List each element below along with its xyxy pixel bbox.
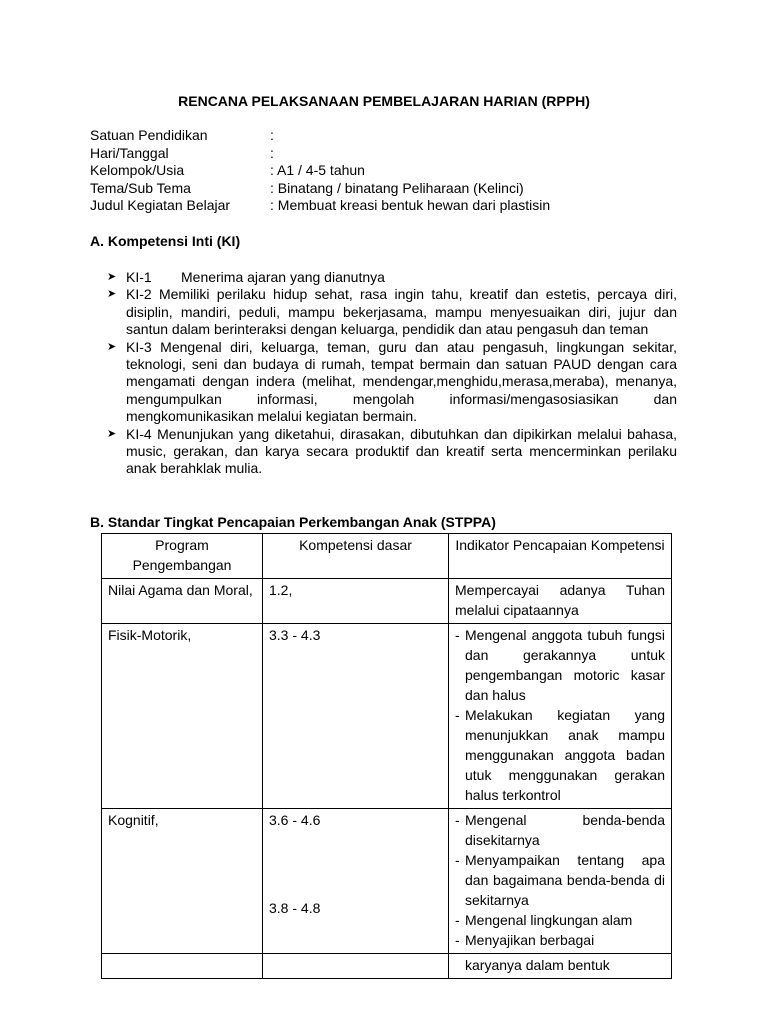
document-title: RENCANA PELAKSANAAN PEMBELAJARAN HARIAN (RPPH) bbox=[178, 93, 590, 109]
kd-cell bbox=[263, 624, 449, 809]
indicator-item bbox=[455, 850, 665, 910]
kd-cell bbox=[263, 809, 449, 954]
meta-row bbox=[90, 162, 690, 180]
section-b-heading: B. Standar Tingkat Pencapaian Perkembangan Anak (STPPA) bbox=[90, 514, 496, 530]
dash-bullet: - bbox=[455, 852, 460, 868]
meta-value: : Binatang / binatang Peliharaan (Kelinci) bbox=[270, 179, 524, 196]
indicator-text: Melakukan kegiatan yang menunjukkan anak mampu menggunakan anggota badan utuk menggunakan gerakan halus terkontrol bbox=[465, 707, 665, 803]
program-cell: Nilai Agama dan Moral, bbox=[102, 579, 263, 624]
meta-row bbox=[90, 180, 690, 198]
kd-value: 1.2, bbox=[269, 582, 293, 598]
meta-row bbox=[90, 145, 690, 163]
program-cell bbox=[102, 954, 263, 979]
kd-value: 3.6 - 4.6 bbox=[269, 812, 321, 828]
arrow-bullet-icon: ➤ bbox=[107, 271, 117, 283]
arrow-bullet-icon: ➤ bbox=[107, 288, 117, 301]
indicator-item bbox=[455, 810, 665, 850]
kd-value: 3.8 - 4.8 bbox=[269, 900, 321, 916]
meta-label: Satuan Pendidikan bbox=[90, 127, 208, 143]
kd-value: 3.3 - 4.3 bbox=[269, 627, 321, 643]
kd-cell bbox=[263, 579, 449, 624]
ki-item bbox=[107, 339, 677, 426]
indicator-text: Menyajikan berbagai bbox=[465, 932, 595, 948]
meta-value: : Membuat kreasi bentuk hewan dari plastisin bbox=[270, 197, 551, 214]
indicator-text: Mengenal lingkungan alam bbox=[465, 912, 633, 928]
section-a-heading: A. Kompetensi Inti (KI) bbox=[90, 233, 241, 249]
dash-bullet: - bbox=[455, 812, 460, 828]
ki-code: KI-2 bbox=[126, 286, 152, 303]
meta-value: : bbox=[270, 127, 274, 143]
dash-bullet: - bbox=[455, 912, 460, 928]
ki-text: Menerima ajaran yang dianutnya bbox=[181, 269, 385, 285]
header-program: Program Pengembangan bbox=[102, 534, 263, 579]
indicator-cell bbox=[449, 809, 672, 954]
indicator-text: Mempercayai adanya Tuhan melalui cipataannya bbox=[455, 582, 665, 618]
table-row bbox=[102, 954, 672, 979]
dash-bullet: - bbox=[455, 707, 460, 723]
meta-value: : A1 / 4-5 tahun bbox=[270, 162, 365, 179]
meta-label: Judul Kegiatan Belajar bbox=[90, 197, 231, 214]
ki-text: Memiliki perilaku hidup sehat, rasa ingin tahu, kreatif dan estetis, percaya diri, disiplin, mandiri, peduli, mampu bekerjasama, mampu menyesuaikan diri, jujur dan santun dalam berinteraksi dengan keluarga, pendidik dan atau pengasuh dan teman bbox=[126, 286, 677, 338]
table-row bbox=[102, 809, 672, 954]
program-cell: Kognitif, bbox=[102, 809, 263, 954]
table-row bbox=[102, 624, 672, 809]
header-indikator: Indikator Pencapaian Kompetensi bbox=[449, 534, 672, 579]
indicator-item bbox=[455, 705, 665, 805]
dash-bullet: - bbox=[455, 932, 460, 948]
indicator-cell bbox=[449, 954, 672, 979]
kd-spacer bbox=[269, 830, 442, 898]
arrow-bullet-icon: ➤ bbox=[107, 340, 117, 353]
ki-text: Menunjukan yang diketahui, dirasakan, dibutuhkan dan dipikirkan melalui bahasa, music, gerakan, dan karya secara produktif dan kreatif serta mencerminkan perilaku anak berahklak mulia. bbox=[126, 425, 678, 477]
ki-code: KI-4 bbox=[126, 425, 152, 442]
ki-code: KI-1 bbox=[126, 269, 152, 285]
indicator-item bbox=[455, 930, 665, 950]
kd-cell bbox=[263, 954, 449, 979]
ki-code: KI-3 bbox=[126, 338, 152, 355]
header-kompetensi-dasar: Kompetensi dasar bbox=[263, 534, 449, 579]
dash-bullet: - bbox=[455, 627, 460, 643]
indicator-cell bbox=[449, 579, 672, 624]
meta-row bbox=[90, 197, 690, 215]
meta-label: Tema/Sub Tema bbox=[90, 179, 191, 196]
meta-row bbox=[90, 127, 690, 145]
indicator-text: Mengenal benda-benda disekitarnya bbox=[465, 812, 665, 848]
indicator-cell bbox=[449, 624, 672, 809]
meta-label: Hari/Tanggal bbox=[90, 144, 169, 161]
program-cell: Fisik-Motorik, bbox=[102, 624, 263, 809]
ki-item bbox=[107, 286, 677, 338]
stppa-table bbox=[101, 533, 672, 979]
indicator-text: Mengenal anggota tubuh fungsi dan gerakannya untuk pengembangan motoric kasar dan halus bbox=[465, 627, 665, 703]
meta-label: Kelompok/Usia bbox=[90, 162, 185, 179]
meta-value: : bbox=[270, 144, 274, 161]
table-row bbox=[102, 579, 672, 624]
arrow-bullet-icon: ➤ bbox=[107, 427, 117, 440]
table-header-row bbox=[102, 534, 672, 579]
ki-item bbox=[107, 426, 677, 478]
indicator-item bbox=[455, 910, 665, 930]
ki-item bbox=[107, 269, 677, 286]
identity-block bbox=[90, 127, 690, 215]
ki-list bbox=[107, 269, 677, 478]
indicator-text: karyanya dalam bentuk bbox=[465, 957, 610, 973]
ki-text: Mengenal diri, keluarga, teman, guru dan atau pengasuh, lingkungan sekitar, teknologi, seni dan budaya di rumah, tempat bermain dan satuan PAUD dengan cara mengamati dengan indera (melihat, mendengar,menghidu,merasa,meraba), menanya, mengumpulkan informasi, mengolah informasi/mengasosiasikan dan mengkomunikasikan melalui kegiatan bermain. bbox=[126, 338, 678, 425]
indicator-item bbox=[455, 625, 665, 705]
indicator-text: Menyampaikan tentang apa dan bagaimana benda-benda di sekitarnya bbox=[465, 852, 665, 908]
indicator-item bbox=[455, 955, 665, 975]
